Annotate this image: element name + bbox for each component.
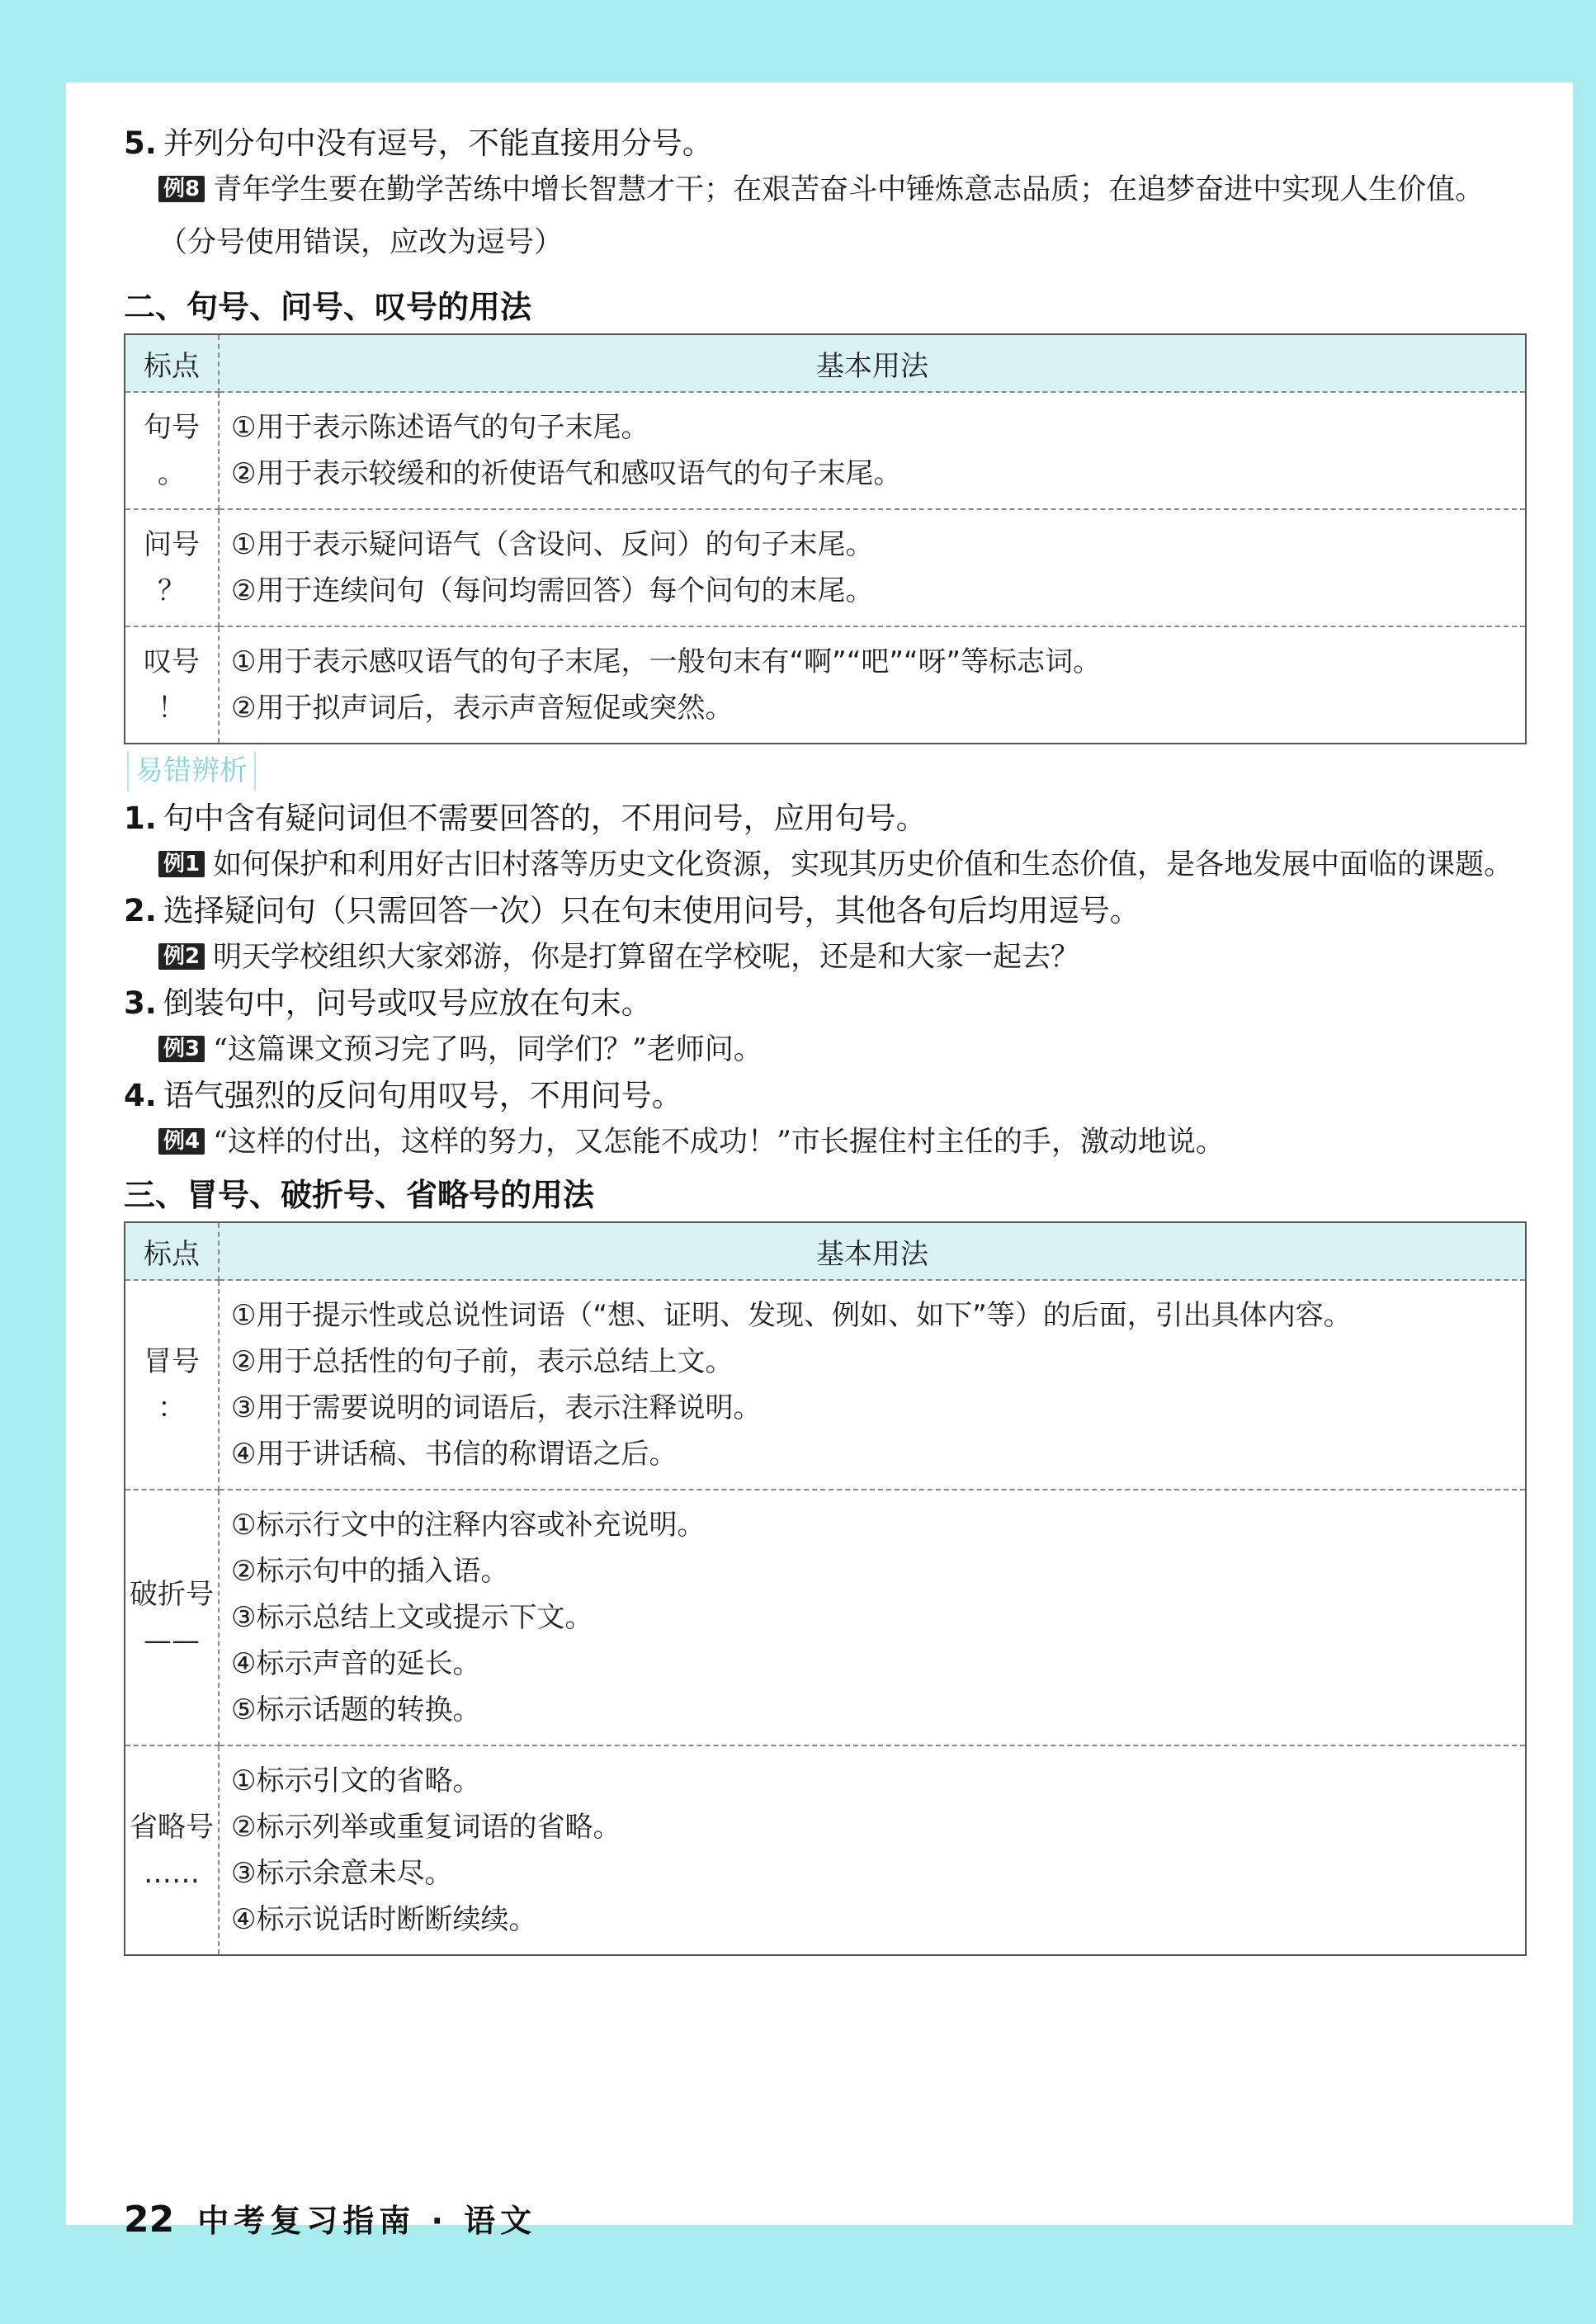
- punct-symbol: ！: [158, 692, 186, 725]
- example-tag: 例2: [158, 943, 205, 970]
- example-text: 如何保护和利用好古旧村落等历史文化资源，实现其历史价值和生态价值，是各地发展中面临的课题。: [213, 848, 1513, 881]
- usage-item: ②用于拟声词后，表示声音短促或突然。: [231, 692, 734, 725]
- table-header: [125, 334, 1526, 392]
- usage-item: ①用于表示疑问语气（含设问、反问）的句子末尾。: [231, 528, 874, 561]
- punct-name: 句号: [144, 411, 200, 444]
- usage-table-2: [124, 333, 1527, 744]
- usage-item: ①标示引文的省略。: [231, 1764, 481, 1797]
- usage-cell: [219, 626, 1526, 744]
- usage-cell: [219, 1490, 1526, 1745]
- page-footer: [124, 2195, 536, 2253]
- page-number: 22: [124, 2199, 175, 2241]
- example-text: 明天学校组织大家郊游，你是打算留在学校呢，还是和大家一起去？: [213, 941, 1080, 974]
- rule-text: 并列分句中没有逗号，不能直接用分号。: [163, 125, 713, 161]
- table-row: [125, 1745, 1526, 1955]
- usage-item: ①用于表示陈述语气的句子末尾。: [231, 411, 649, 444]
- header-punctuation: 标点: [125, 334, 219, 392]
- example-tag: 例3: [158, 1036, 205, 1062]
- punct-name: 问号: [144, 528, 200, 561]
- punct-cell: [125, 626, 219, 744]
- punct-symbol: 。: [158, 457, 186, 490]
- usage-item: ④标示声音的延长。: [231, 1647, 481, 1680]
- rule-text: 倒装句中，问号或叹号应放在句末。: [163, 985, 652, 1021]
- header-punctuation: 标点: [125, 1222, 219, 1280]
- usage-item: ②用于表示较缓和的祈使语气和感叹语气的句子末尾。: [231, 457, 902, 490]
- error-analysis-tag: 易错辨析: [127, 751, 256, 791]
- usage-item: ②用于连续问句（每问均需回答）每个问句的末尾。: [231, 574, 874, 607]
- example-3: [158, 1023, 1527, 1076]
- usage-item: ④标示说话时断断续续。: [231, 1903, 537, 1936]
- rule-text: 句中含有疑问词但不需要回答的，不用问号，应用句号。: [163, 801, 927, 836]
- usage-cell: [219, 1745, 1526, 1955]
- usage-item: ①用于提示性或总说性词语（“想、证明、发现、例如、如下”等）的后面，引出具体内容。: [231, 1299, 1352, 1332]
- punct-cell: [125, 509, 219, 626]
- note-rule-4: [124, 1076, 1527, 1116]
- punct-name: 破折号: [130, 1578, 214, 1611]
- punct-name: 省略号: [130, 1811, 214, 1844]
- usage-item: ①标示行文中的注释内容或补充说明。: [231, 1509, 706, 1542]
- table-row: [125, 1490, 1526, 1745]
- usage-cell: [219, 392, 1526, 509]
- page-content: [124, 124, 1527, 1956]
- usage-item: ②标示列举或重复词语的省略。: [231, 1811, 621, 1844]
- punct-name: 叹号: [144, 645, 200, 678]
- punct-symbol: ……: [144, 1857, 200, 1890]
- table-row: [125, 509, 1526, 626]
- example-tag: 例4: [158, 1128, 205, 1155]
- rule-number: 3.: [124, 985, 157, 1021]
- example-tag: 例1: [158, 851, 205, 877]
- example-text: “这篇课文预习完了吗，同学们？”老师问。: [213, 1033, 763, 1066]
- usage-table-3: [124, 1221, 1527, 1956]
- note-rule-2: [124, 891, 1527, 931]
- punct-symbol: ——: [144, 1624, 200, 1657]
- usage-cell: [219, 509, 1526, 626]
- example-8: [158, 163, 1527, 269]
- book-title: 中考复习指南 · 语文: [197, 2203, 537, 2239]
- example-2: [158, 931, 1527, 984]
- usage-item: ②用于总括性的句子前，表示总结上文。: [231, 1345, 734, 1378]
- note-rule-1: [124, 799, 1527, 838]
- rule-text: 选择疑问句（只需回答一次）只在句末使用问号，其他各句后均用逗号。: [163, 893, 1140, 928]
- punct-cell: [125, 1280, 219, 1490]
- example-1: [158, 838, 1527, 891]
- rule-number: 2.: [124, 893, 157, 928]
- header-usage: 基本用法: [219, 334, 1526, 392]
- usage-item: ③标示总结上文或提示下文。: [231, 1601, 593, 1634]
- punct-cell: [125, 392, 219, 509]
- usage-item: ⑤标示话题的转换。: [231, 1693, 481, 1726]
- usage-cell: [219, 1280, 1526, 1490]
- left-color-band: [0, 0, 66, 2324]
- punct-symbol: ：: [158, 1391, 186, 1424]
- table-row: [125, 626, 1526, 744]
- top-color-band: [0, 0, 1596, 83]
- rule-number: 5.: [124, 125, 157, 161]
- example-tag: 例8: [158, 176, 205, 202]
- usage-item: ②标示句中的插入语。: [231, 1555, 509, 1588]
- usage-item: ①用于表示感叹语气的句子末尾，一般句末有“啊”“吧”“呀”等标志词。: [231, 645, 1102, 678]
- table-header: [125, 1222, 1526, 1280]
- right-color-band: [1573, 0, 1596, 2324]
- punct-cell: [125, 1745, 219, 1955]
- rule-number: 4.: [124, 1078, 157, 1113]
- section-heading-3: 三、冒号、破折号、省略号的用法: [124, 1177, 595, 1213]
- rule-5: [124, 124, 1527, 163]
- section-heading-2: 二、句号、问号、叹号的用法: [124, 289, 532, 325]
- table-row: [125, 392, 1526, 509]
- rule-text: 语气强烈的反问句用叹号，不用问号。: [163, 1078, 682, 1113]
- punct-cell: [125, 1490, 219, 1745]
- punct-name: 冒号: [144, 1345, 200, 1378]
- usage-item: ③用于需要说明的词语后，表示注释说明。: [231, 1391, 762, 1424]
- example-4: [158, 1116, 1527, 1169]
- example-text: “这样的付出，这样的努力，又怎能不成功！”市长握住村主任的手，激动地说。: [213, 1126, 1225, 1159]
- example-text: 青年学生要在勤学苦练中增长智慧才干；在艰苦奋斗中锤炼意志品质；在追梦奋进中实现人生价值。（分号使用错误，应改为逗号）: [158, 173, 1485, 259]
- usage-item: ④用于讲话稿、书信的称谓语之后。: [231, 1438, 678, 1471]
- header-usage: 基本用法: [219, 1222, 1526, 1280]
- usage-item: ③标示余意未尽。: [231, 1857, 453, 1890]
- rule-number: 1.: [124, 801, 157, 836]
- table-row: [125, 1280, 1526, 1490]
- note-rule-3: [124, 984, 1527, 1023]
- punct-symbol: ？: [158, 574, 186, 607]
